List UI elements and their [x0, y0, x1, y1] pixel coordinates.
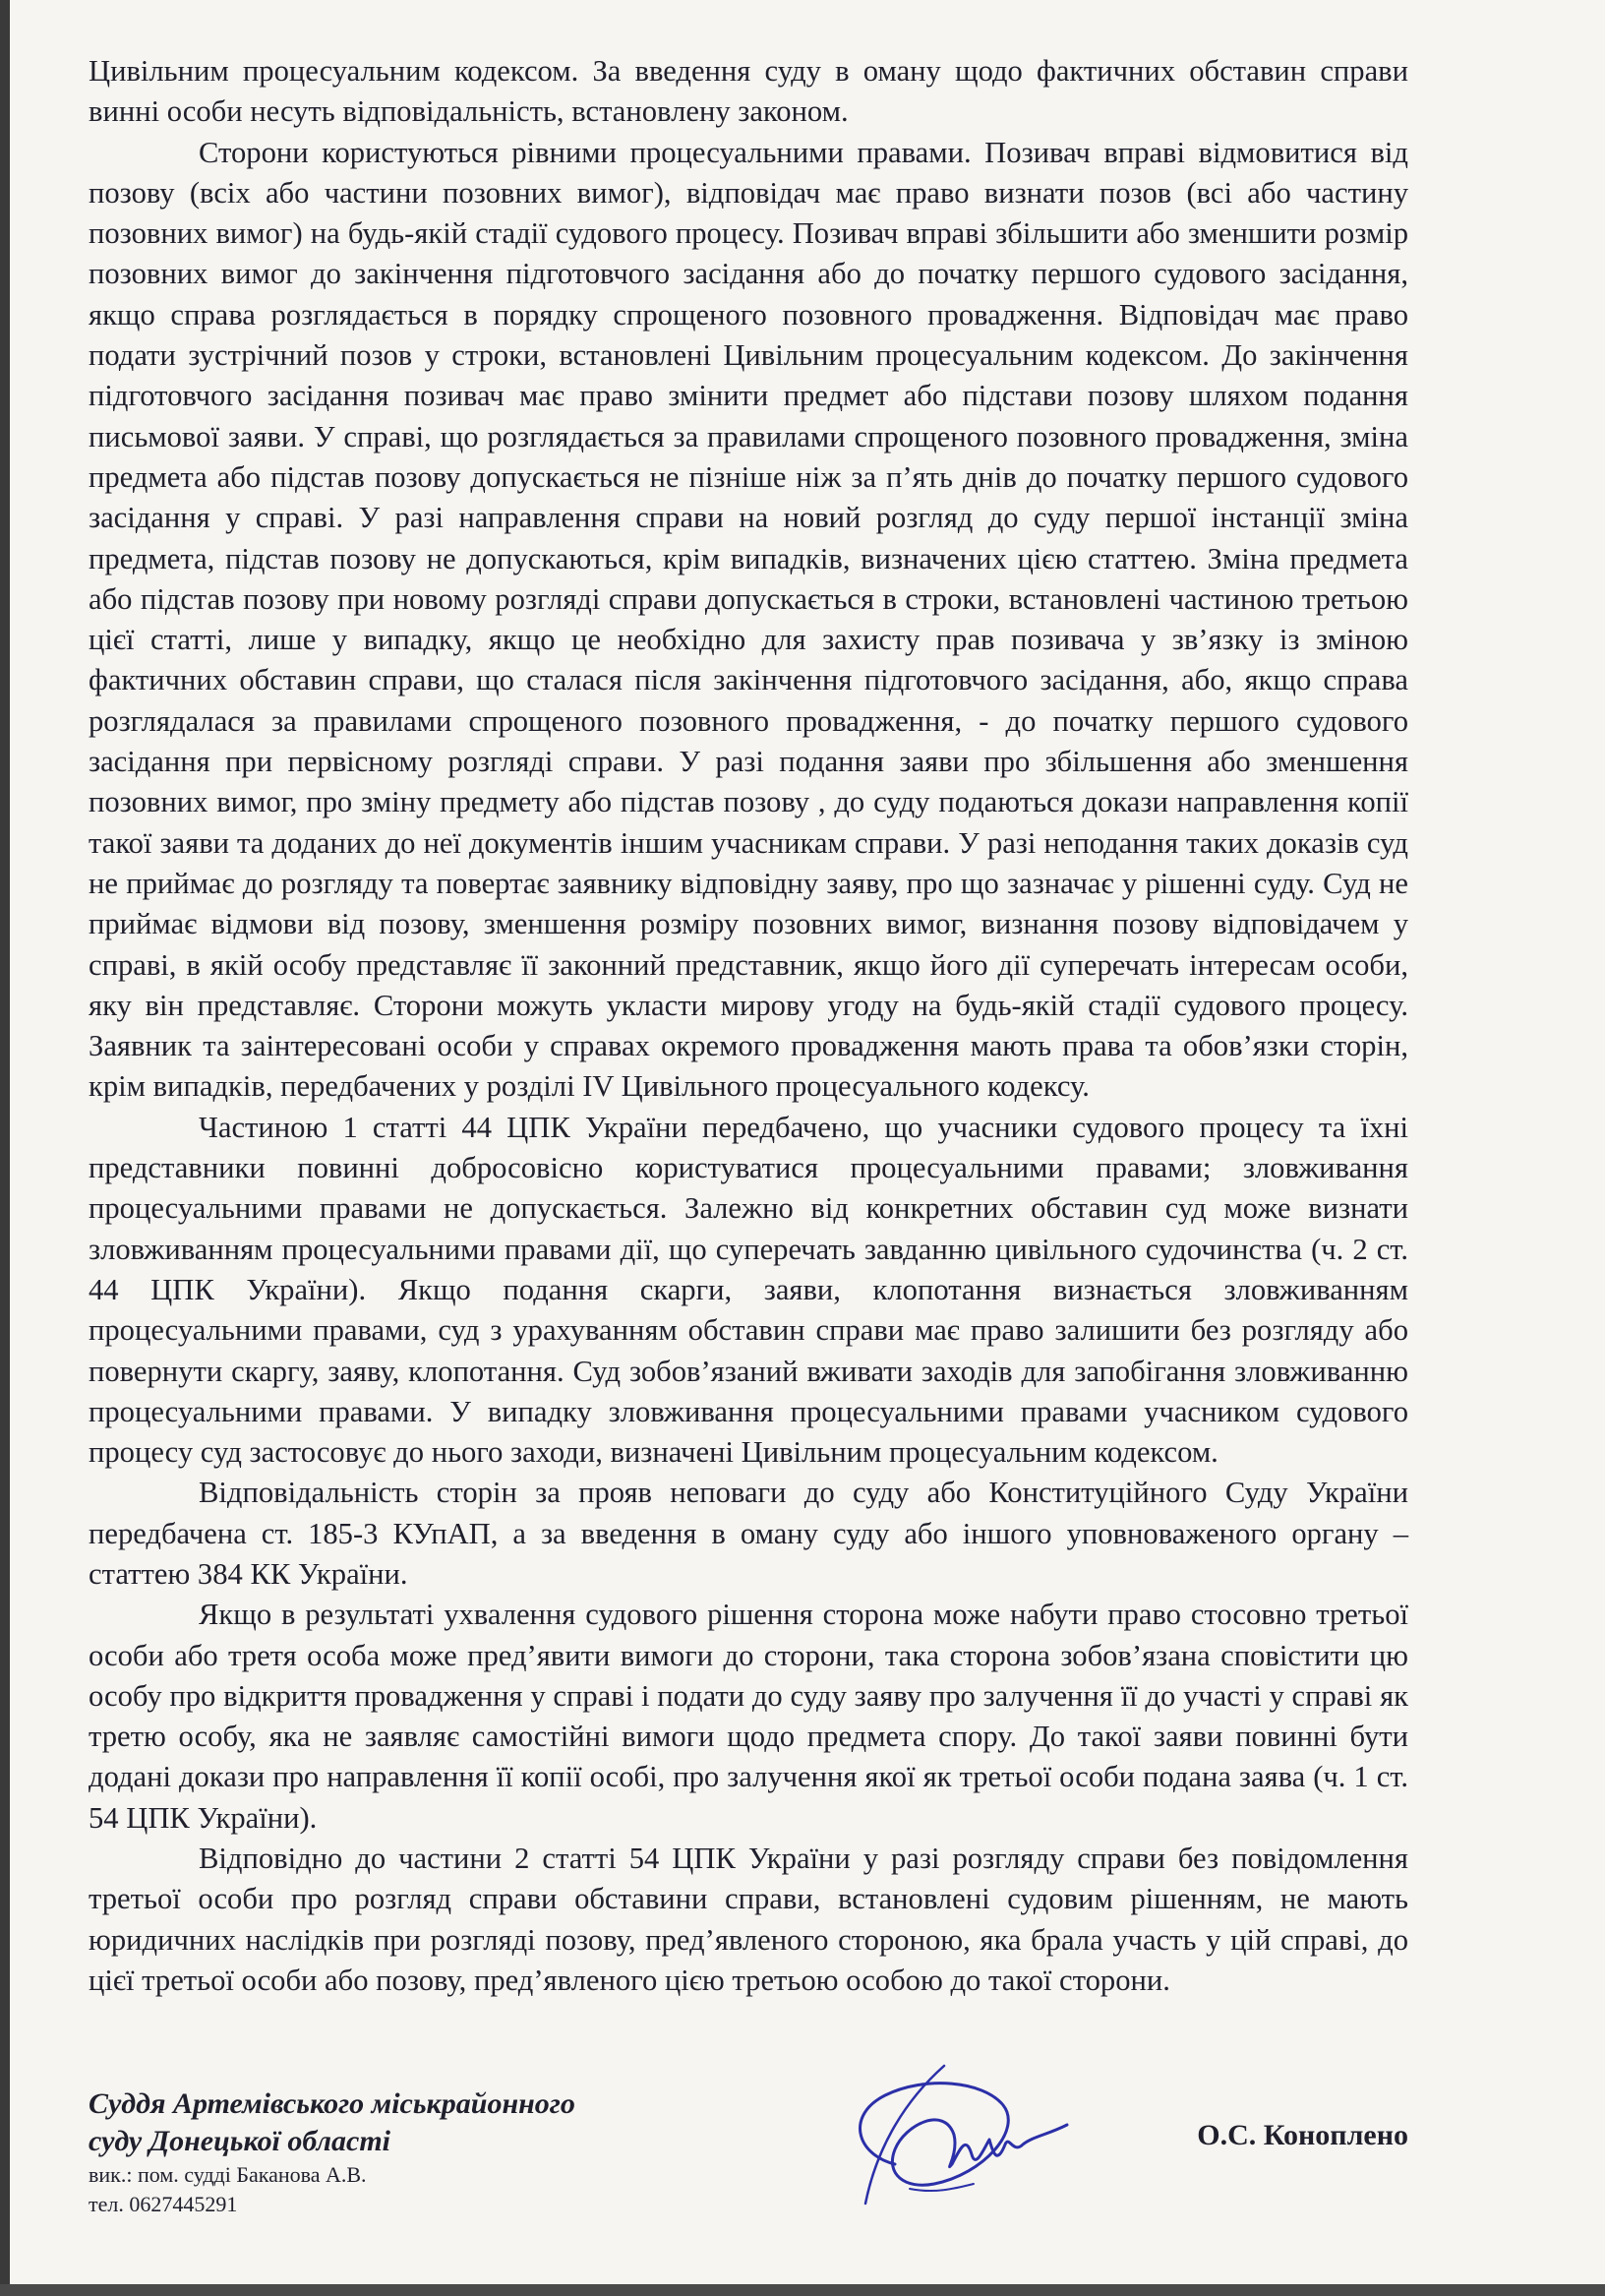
paragraph-6: Відповідно до частини 2 статті 54 ЦПК України у разі розгляду справи без повідомлення третьої особи про розгляд справи обставини справи, встановлені судовим рішенням, не мають юридичних наслідків при розгляді позову, пред’явленого стороною, яка брала участь у цій справі, до цієї третьої особи або позову, пред’явленого цією третьою особою до такої сторони.	[89, 1842, 1408, 1997]
paragraph-4: Відповідальність сторін за прояв неповаги до суду або Конституційного Суду України передбачена ст. 185-3 КУпАП, а за введення в оману суду або іншого уповноваженого органу – статтею 384 КК України.	[89, 1476, 1408, 1591]
paragraph-2: Сторони користуються рівними процесуальними правами. Позивач вправі відмовитися від позову (всіх або частини позовних вимог), відповідач має право визнати позов (всі або частину позовних вимог) на будь-якій стадії судового процесу. Позивач вправі збільшити або зменшити розмір позовних вимог до закінчення підготовчого засідання або до початку першого судового засідання, якщо справа розглядається в порядку спрощеного позовного провадження. Відповідач має право подати зустрічний позов у строки, встановлені Цивільним процесуальним кодексом. До закінчення підготовчого засідання позивач має право змінити предмет або підстави позову шляхом подання письмової заяви. У справі, що розглядається за правилами спрощеного позовного провадження, зміна предмета або підстав позову допускається не пізніше ніж за п’ять днів до початку першого судового засідання у справі. У разі направлення справи на новий розгляд до суду першої інстанції зміна предмета, підстав позову не допускаються, крім випадків, визначених цією статтею. Зміна предмета або підстав позову при новому розгляді справи допускається в строки, встановлені частиною третьою цієї статті, лише у випадку, якщо це необхідно для захисту прав позивача у зв’язку із зміною фактичних обставин справи, що сталася після закінчення підготовчого засідання, або, якщо справа розглядалася за правилами спрощеного позовного провадження, - до початку першого судового засідання при первісному розгляді справи. У разі подання заяви про збільшення або зменшення позовних вимог, про зміну предмету або підстав позову , до суду подаються докази направлення копії такої заяви та доданих до неї документів іншим учасникам справи. У разі неподання таких доказів суд не приймає до розгляду та повертає заявнику відповідну заяву, про що зазначає у рішенні суду. Суд не приймає відмови від позову, зменшення розміру позовних вимог, визнання позову відповідачем у справі, в якій особу представляє її законний представник, якщо його дії суперечать інтересам особи, яку він представляє. Сторони можуть укласти мирову угоду на будь-якій стадії судового процесу. Заявник та заінтересовані особи у справах окремого провадження мають права та обов’язки сторін, крім випадків, передбачених у розділі IV Цивільного процесуального кодексу.	[89, 135, 1408, 1104]
handwritten-signature-icon	[836, 2046, 1111, 2233]
signature-block	[89, 2085, 1408, 2243]
paragraph-5: Якщо в результаті ухвалення судового рішення сторона може набути право стосовно третьої особи або третя особа може пред’явити вимоги до сторони, така сторона зобов’язана сповістити цю особу про відкриття провадження у справі і подати до суду заяву про залучення її до участі у справі як третю особу, яка не заявляє самостійні вимоги щодо предмета спору. До такої заяви повинні бути додані докази про направлення її копії особі, про залучення якої як третьої особи подана заява (ч. 1 ст. 54 ЦПК України).	[89, 1598, 1408, 1835]
executor-line: вик.: пом. судді Баканова А.В.	[89, 2162, 367, 2187]
judge-title-line2: суду Донецької області	[89, 2125, 391, 2157]
paragraph-1: Цивільним процесуальним кодексом. За введення суду в оману щодо фактичних обставин справи винні особи несуть відповідальність, встановлену законом.	[89, 54, 1408, 129]
document-body	[89, 51, 1408, 2001]
scan-left-edge	[0, 0, 10, 2296]
judge-name: О.С. Коноплено	[1197, 2119, 1408, 2151]
judge-title-line1: Суддя Артемівського міськрайонного	[89, 2087, 575, 2120]
scan-bottom-edge	[0, 2284, 1605, 2296]
phone-line: тел. 0627445291	[89, 2192, 238, 2216]
paragraph-3: Частиною 1 статті 44 ЦПК України передбачено, що учасники судового процесу та їхні представники повинні добросовісно користуватися процесуальними правами; зловживання процесуальними правами не допускається. Залежно від конкретних обставин суд може визнати зловживанням процесуальними правами дії, що суперечать завданню цивільного судочинства (ч. 2 ст. 44 ЦПК України). Якщо подання скарги, заяви, клопотання визнається зловживанням процесуальними правами, суд з урахуванням обставин справи має право залишити без розгляду або повернути скаргу, заяву, клопотання. Суд зобов’язаний вживати заходів для запобігання зловживанню процесуальними правами. У випадку зловживання процесуальними правами учасником судового процесу суд застосовує до нього заходи, визначені Цивільним процесуальним кодексом.	[89, 1110, 1408, 1470]
